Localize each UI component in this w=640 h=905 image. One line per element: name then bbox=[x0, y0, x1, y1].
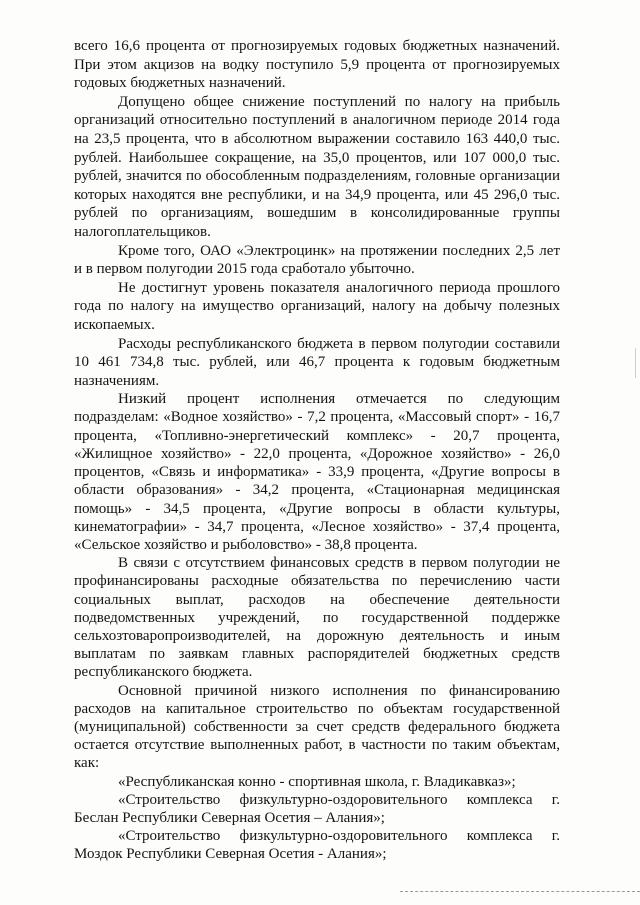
paragraph-3: Кроме того, ОАО «Электроцинк» на протяжении последних 2,5 лет и в первом полугодии 2015 года сработало убыточно. bbox=[74, 242, 560, 278]
paragraph-4: Не достигнут уровень показателя аналогичного периода прошлого года по налогу на имущество организаций, налогу на добычу полезных ископаемых. bbox=[74, 279, 560, 333]
paragraph-6: Низкий процент исполнения отмечается по следующим подразделам: «Водное хозяйство» - 7,2 процента, «Массовый спорт» - 16,7 процента, «Топливно-энергетический комплекс» - 20,7 процента, «Жилищное хозяйство» - 22,0 процента, «Дорожное хозяйство» - 26,0 процентов, «Связь и информатика» - 33,9 процента, «Другие вопросы в области образования» - 34,2 процента, «Стационарная медицинская помощь» - 34,5 процента, «Другие вопросы в области культуры, кинематографии» - 34,7 процента, «Лесное хозяйство» - 37,4 процента, «Сельское хозяйство и рыболовство» - 38,8 процента. bbox=[74, 391, 560, 553]
scan-edge-mark bbox=[635, 348, 636, 378]
paragraph-5: Расходы республиканского бюджета в первом полугодии составили 10 461 734,8 тыс. рублей, или 46,7 процента к годовым бюджетным назначениям. bbox=[74, 335, 560, 389]
scan-bottom-dashes bbox=[400, 891, 640, 893]
document-body bbox=[74, 37, 560, 864]
paragraph-2: Допущено общее снижение поступлений по налогу на прибыль организаций относительно поступлений в аналогичном периоде 2014 года на 23,5 процента, что в абсолютном выражении составило 163 440,0 тыс. рублей. Наибольшее сокращение, на 35,0 процентов, или 107 000,0 тыс. рублей, значится по обособленным подразделениям, головные организации которых находятся вне республики, и на 34,9 процента, или 45 296,0 тыс. рублей по организациям, вошедшим в консолидированные группы налогоплательщиков. bbox=[74, 93, 560, 240]
list-item-3: «Строительство физкультурно-оздоровительного комплекса г. Моздок Республики Северная Осетия - Алания»; bbox=[74, 828, 560, 863]
paragraph-7: В связи с отсутствием финансовых средств в первом полугодии не профинансированы расходные обязательства по перечислению части социальных выплат, расходов на обеспечение деятельности подведомственных учреждений, по государственной поддержке сельхозтоваропроизводителей, на дорожную деятельность и иным выплатам по заявкам главных распорядителей бюджетных средств республиканского бюджета. bbox=[74, 555, 560, 681]
paragraph-1: всего 16,6 процента от прогнозируемых годовых бюджетных назначений. При этом акцизов на водку поступило 5,9 процента от прогнозируемых годовых бюджетных назначений. bbox=[74, 38, 560, 92]
list-item-2: «Строительство физкультурно-оздоровительного комплекса г. Беслан Республики Северная Осетия – Алания»; bbox=[74, 791, 560, 826]
paragraph-8: Основной причиной низкого исполнения по финансированию расходов на капитальное строительство по объектам государственной (муниципальной) собственности за счет средств федерального бюджета остается отсутствие выполненных работ, в частности по таким объектам, как: bbox=[74, 682, 560, 772]
list-item-1: «Республиканская конно - спортивная школа, г. Владикавказ»; bbox=[118, 773, 516, 790]
